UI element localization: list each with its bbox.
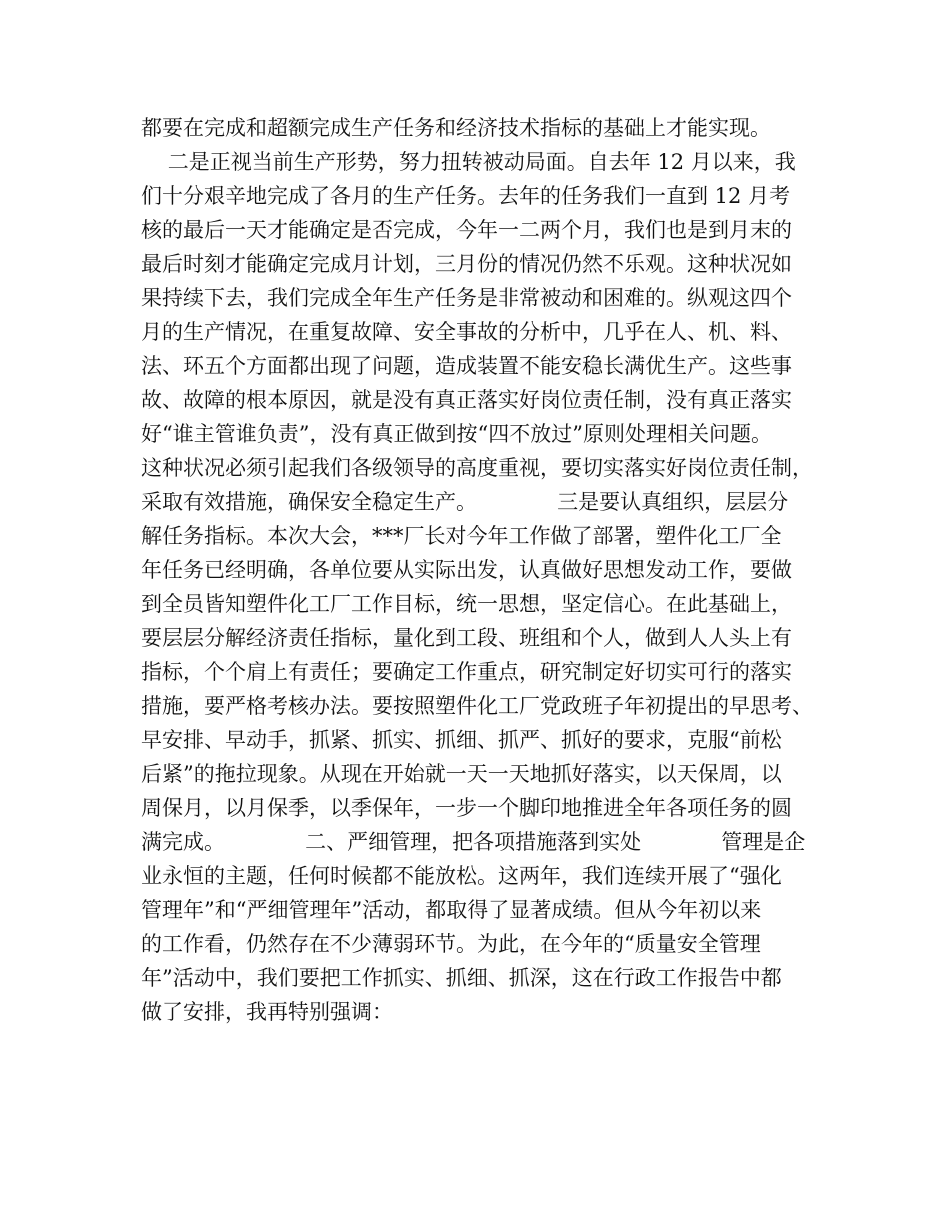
- text-line: 采取有效措施，确保安全稳定生产。 三是要认真组织，层层分: [141, 490, 789, 514]
- text-line: 这种状况必须引起我们各级领导的高度重视，要切实落实好岗位责任制，: [141, 456, 813, 480]
- text-line: 法、环五个方面都出现了问题，造成装置不能安稳长满优生产。这些事: [141, 354, 792, 378]
- text-line: 早安排、早动手，抓紧、抓实、抓细、抓严、抓好的要求，克服“前松: [141, 728, 782, 752]
- text-line: 年任务已经明确，各单位要从实际出发，认真做好思想发动工作，要做: [141, 558, 792, 582]
- text-line: 后紧”的拖拉现象。从现在开始就一天一天地抓好落实，以天保周，以: [141, 762, 782, 786]
- body-text: [141, 111, 831, 1029]
- text-line: 月的生产情况，在重复故障、安全事故的分析中，几乎在人、机、料、: [141, 320, 792, 344]
- text-line: 做了安排，我再特别强调：: [141, 1000, 393, 1024]
- text-line: 指标，个个肩上有责任；要确定工作重点，研究制定好切实可行的落实: [141, 660, 792, 684]
- text-line: 的工作看，仍然存在不少薄弱环节。为此，在今年的“质量安全管理: [141, 932, 761, 956]
- text-line: 周保月，以月保季，以季保年，一步一个脚印地推进全年各项任务的圆: [141, 796, 792, 820]
- text-line: 都要在完成和超额完成生产任务和经济技术指标的基础上才能实现。: [141, 116, 771, 140]
- text-line: 年”活动中，我们要把工作抓实、抓细、抓深，这在行政工作报告中都: [141, 966, 782, 990]
- text-line: 故、故障的根本原因，就是没有真正落实好岗位责任制，没有真正落实: [141, 388, 792, 412]
- text-line: 核的最后一天才能确定是否完成，今年一二两个月，我们也是到月末的: [141, 218, 792, 242]
- text-line: 最后时刻才能确定完成月计划，三月份的情况仍然不乐观。这种状况如: [141, 252, 792, 276]
- text-line: 们十分艰辛地完成了各月的生产任务。去年的任务我们一直到 12 月考: [141, 184, 791, 208]
- text-line: 解任务指标。本次大会，***厂长对今年工作做了部署，塑件化工厂全: [141, 524, 782, 548]
- text-line: 管理年”和“严细管理年”活动，都取得了显著成绩。但从今年初以来: [141, 898, 762, 922]
- text-line: 要层层分解经济责任指标，量化到工段、班组和个人，做到人人头上有: [141, 626, 792, 650]
- text-line: 业永恒的主题，任何时候都不能放松。这两年，我们连续开展了“强化: [141, 864, 782, 888]
- text-line: 二是正视当前生产形势，努力扭转被动局面。自去年 12 月以来，我: [141, 150, 796, 174]
- text-line: 好“谁主管谁负责”，没有真正做到按“四不放过”原则处理相关问题。: [141, 422, 772, 446]
- text-line: 果持续下去，我们完成全年生产任务是非常被动和困难的。纵观这四个: [141, 286, 792, 310]
- text-line: 措施，要严格考核办法。要按照塑件化工厂党政班子年初提出的早思考、: [141, 694, 813, 718]
- text-line: 到全员皆知塑件化工厂工作目标，统一思想，坚定信心。在此基础上，: [141, 592, 792, 616]
- text-line: 满完成。 二、严细管理，把各项措施落到实处 管理是企: [141, 830, 806, 854]
